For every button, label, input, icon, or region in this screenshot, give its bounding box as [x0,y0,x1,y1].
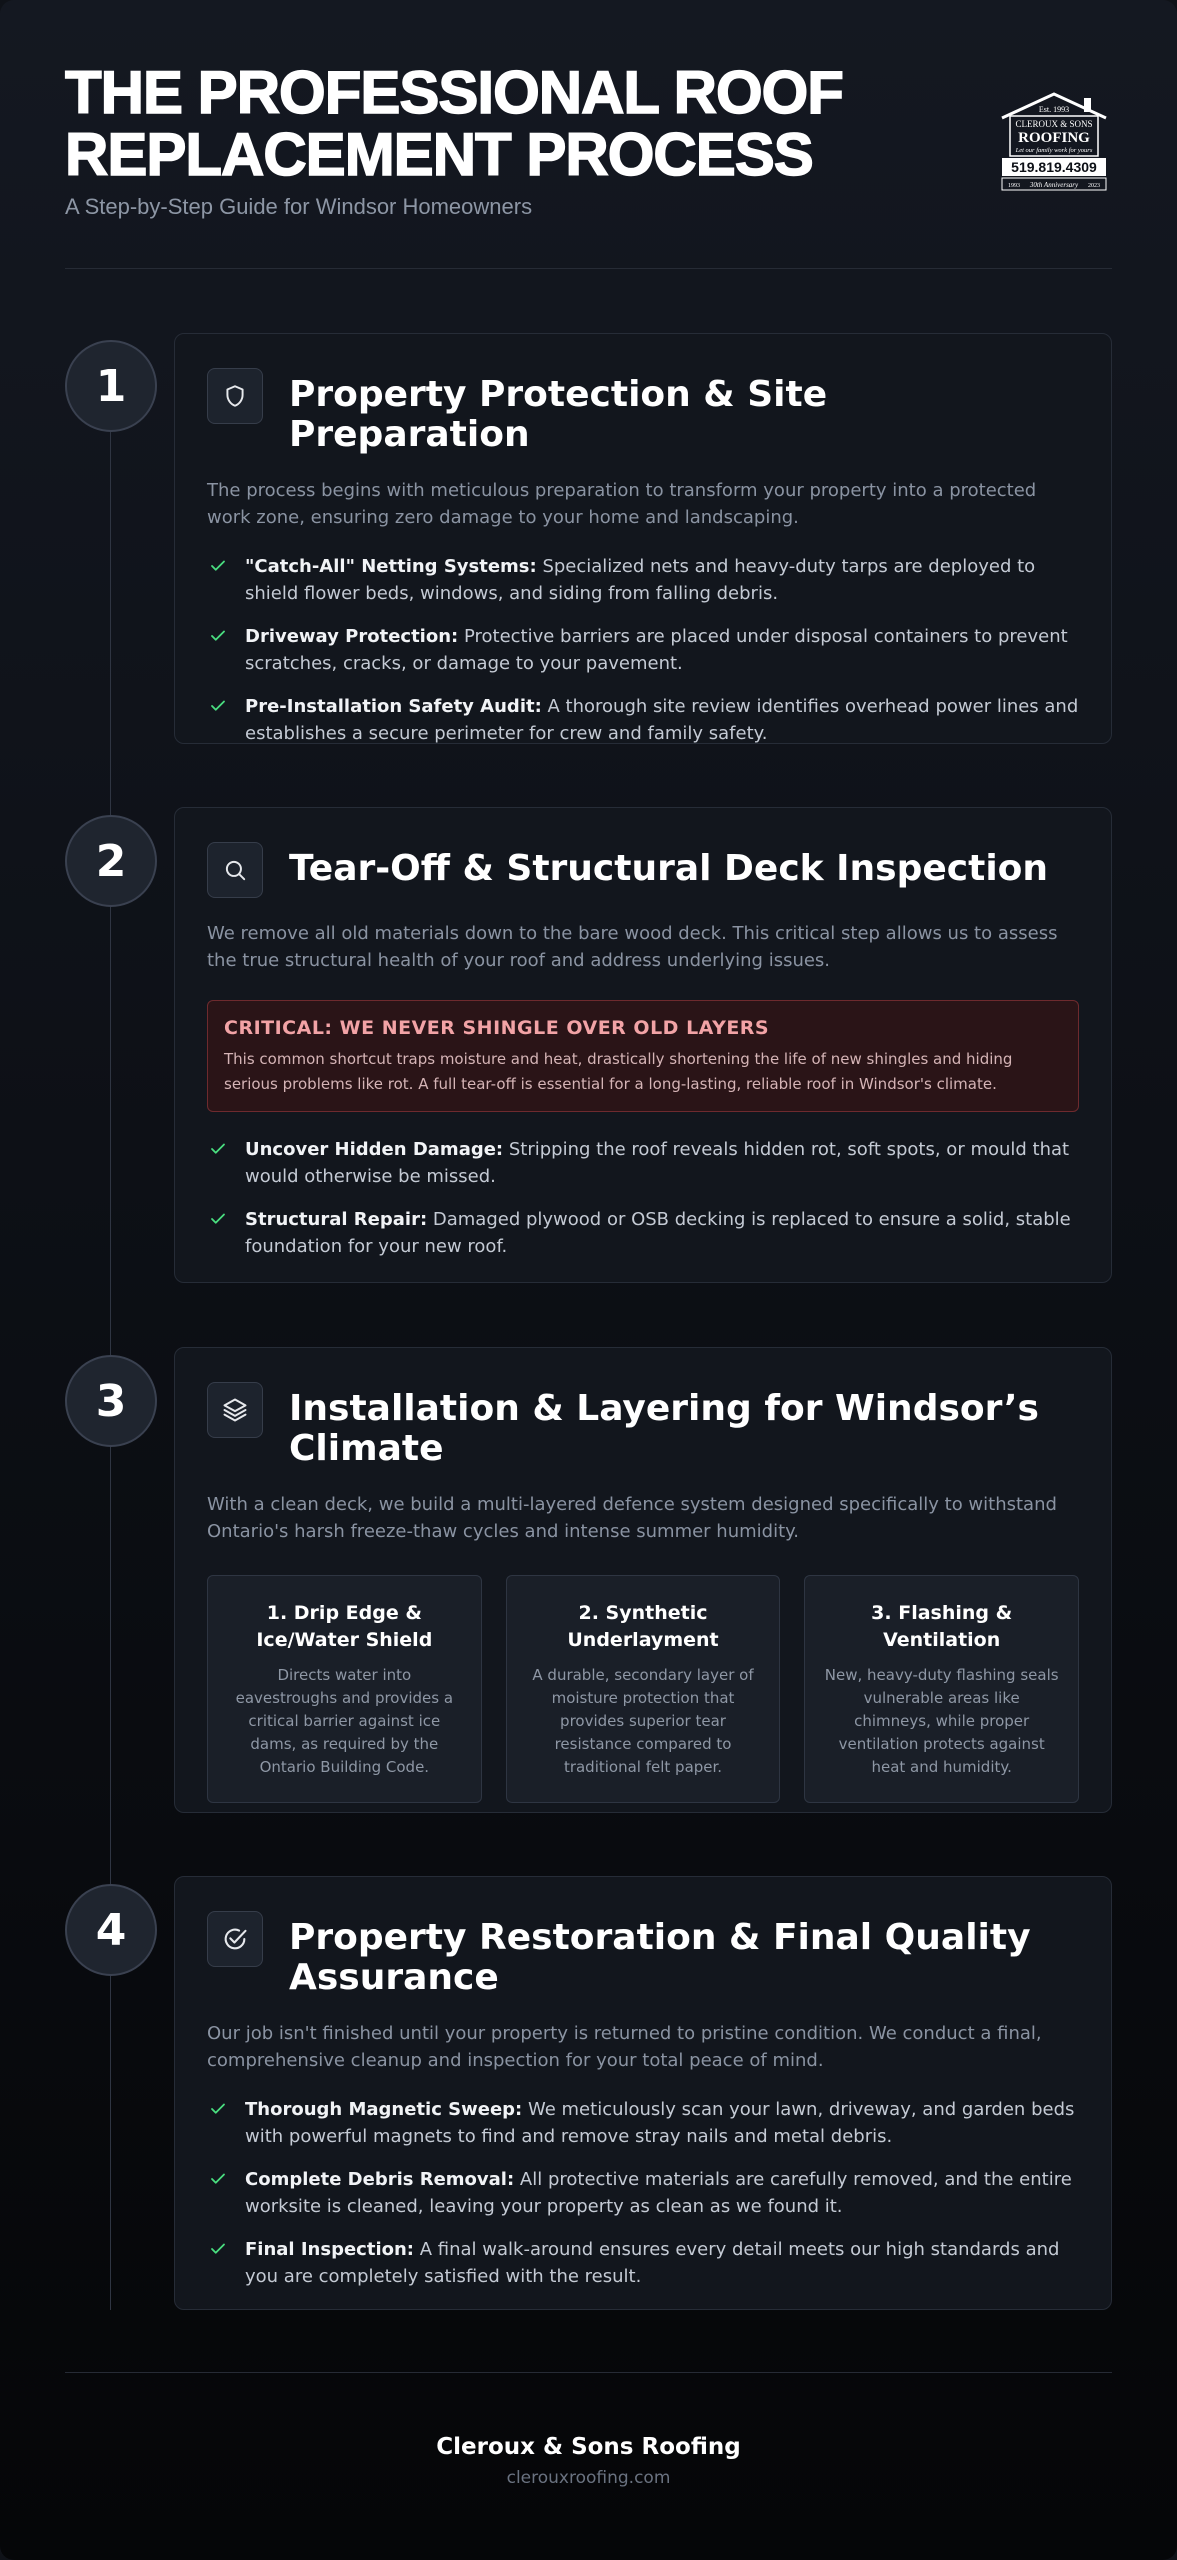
step-description: Our job isn't finished until your property is returned to pristine condition. We conduct a final, comprehensive cleanup and inspection for your total peace of mind. [207,2023,1042,2071]
check-icon [207,2096,229,2118]
tile-title: 2. Synthetic Underlayment [567,1602,719,1651]
alert-title: CRITICAL: WE NEVER SHINGLE OVER OLD LAYERS [224,1017,770,1039]
list-item [207,2236,1079,2290]
bullet-label: Thorough Magnetic Sweep: [245,2099,523,2120]
bullet-text: Protective barriers are placed under disposal containers to prevent scratches, cracks, or damage to your pavement. [245,626,1068,674]
layer-tile [804,1575,1079,1803]
layer-tiles [207,1575,1079,1803]
footer [0,2434,1177,2488]
tile-text: New, heavy-duty flashing seals vulnerable areas like chimneys, while proper ventilation protects against heat and humidity. [824,1666,1059,1776]
bullet-list [207,553,1079,747]
step-number-1: 1 [65,340,157,432]
page-title-line-1: THE PROFESSIONAL ROOF [65,59,843,126]
check-icon [207,553,229,575]
shield-icon [207,368,263,424]
footer-website: clerouxroofing.com [506,2468,671,2488]
check-icon [207,693,229,715]
logo-name-top: CLEROUX & SONS [1015,119,1093,129]
bullet-text: All protective materials are carefully removed, and the entire worksite is cleaned, leaving your property as clean as we found it. [245,2169,1072,2217]
step-number-4: 4 [65,1884,157,1976]
page-subtitle: A Step-by-Step Guide for Windsor Homeowners [65,194,533,219]
bullet-label: Driveway Protection: [245,626,459,647]
check-icon [207,1206,229,1228]
layers-icon [207,1382,263,1438]
bullet-label: Final Inspection: [245,2239,415,2260]
step-card-3 [174,1347,1112,1813]
bullet-label: Pre-Installation Safety Audit: [245,696,542,717]
tile-text: Directs water into eavestroughs and provides a critical barrier against ice dams, as required by the Ontario Building Code. [235,1666,454,1776]
step-description: With a clean deck, we build a multi-layered defence system designed specifically to withstand Ontario's harsh freeze-thaw cycles and intense summer humidity. [207,1494,1057,1542]
header [65,59,1112,268]
step-title: Property Protection & Site Preparation [289,374,828,455]
check-icon [207,2236,229,2258]
step-description: The process begins with meticulous preparation to transform your property into a protected work zone, ensuring zero damage to your home and landscaping. [207,480,1037,528]
tile-title: 1. Drip Edge & Ice/Water Shield [256,1602,433,1651]
list-item [207,623,1079,677]
bullet-text: A final walk-around ensures every detail meets our high standards and you are completely satisfied with the result. [245,2239,1060,2287]
bullet-label: Uncover Hidden Damage: [245,1139,504,1160]
search-icon [207,842,263,898]
timeline-line [110,386,111,2310]
bullet-list [207,1136,1079,1260]
check-icon [207,2166,229,2188]
logo-anniversary-right: 2023 [1088,183,1100,189]
bullet-text: We meticulously scan your lawn, driveway, and garden beds with powerful magnets to find and remove stray nails and metal debris. [245,2099,1075,2147]
step-title: Property Restoration & Final Quality Assurance [289,1917,1031,1998]
bullet-label: Structural Repair: [245,1209,428,1230]
list-item [207,1206,1079,1260]
list-item [207,2096,1079,2150]
step-title: Installation & Layering for Windsor’s Climate [289,1388,1039,1469]
bullet-label: Complete Debris Removal: [245,2169,515,2190]
footer-company-name: Cleroux & Sons Roofing [436,2434,741,2460]
bullet-text: Specialized nets and heavy-duty tarps are deployed to shield flower beds, windows, and siding from falling debris. [245,556,1036,604]
check-icon [207,623,229,645]
step-title: Tear-Off & Structural Deck Inspection [289,848,1049,889]
tile-text: A durable, secondary layer of moisture protection that provides superior tear resistance compared to traditional felt paper. [532,1666,754,1776]
page-title-line-2: REPLACEMENT PROCESS [65,121,813,188]
step-card-1 [174,333,1112,744]
bullet-label: "Catch-All" Netting Systems: [245,556,537,577]
step-card-2 [174,807,1112,1283]
step-number-2: 2 [65,815,157,907]
logo-anniversary-center: 30th Anniversary [1029,181,1079,189]
step-number-3: 3 [65,1355,157,1447]
critical-alert [207,1000,1079,1112]
layer-tile [506,1575,781,1803]
logo-phone: 519.819.4309 [1011,159,1097,175]
bullet-text: Damaged plywood or OSB decking is replaced to ensure a solid, stable foundation for your new roof. [245,1209,1071,1257]
tile-title: 3. Flashing & Ventilation [871,1602,1013,1651]
logo-name-bottom: ROOFING [1018,130,1090,146]
logo-anniversary-left: 1993 [1008,183,1020,189]
list-item [207,553,1079,607]
page-title [65,59,925,188]
layer-tile [207,1575,482,1803]
step-description: We remove all old materials down to the bare wood deck. This critical step allows us to assess the true structural health of your roof and address underlying issues. [207,923,1058,971]
footer-divider [65,2372,1112,2373]
header-divider [65,268,1112,269]
logo-established: Est. 1993 [1038,105,1070,114]
check-icon [207,1136,229,1158]
list-item [207,693,1079,747]
bullet-text: Stripping the roof reveals hidden rot, soft spots, or mould that would otherwise be missed. [245,1139,1070,1187]
step-card-4 [174,1876,1112,2310]
logo-tagline: Let our family work for yours [1015,147,1093,154]
bullet-text: A thorough site review identifies overhead power lines and establishes a secure perimeter for crew and family safety. [245,696,1079,744]
check-circle-icon [207,1911,263,1967]
list-item [207,2166,1079,2220]
bullet-list [207,2096,1079,2290]
company-logo [996,90,1112,194]
alert-text: This common shortcut traps moisture and heat, drastically shortening the life of new shingles and hiding serious problems like rot. A full tear-off is essential for a long-lasting, reliable roof in Windsor's climate. [224,1050,1013,1093]
list-item [207,1136,1079,1190]
